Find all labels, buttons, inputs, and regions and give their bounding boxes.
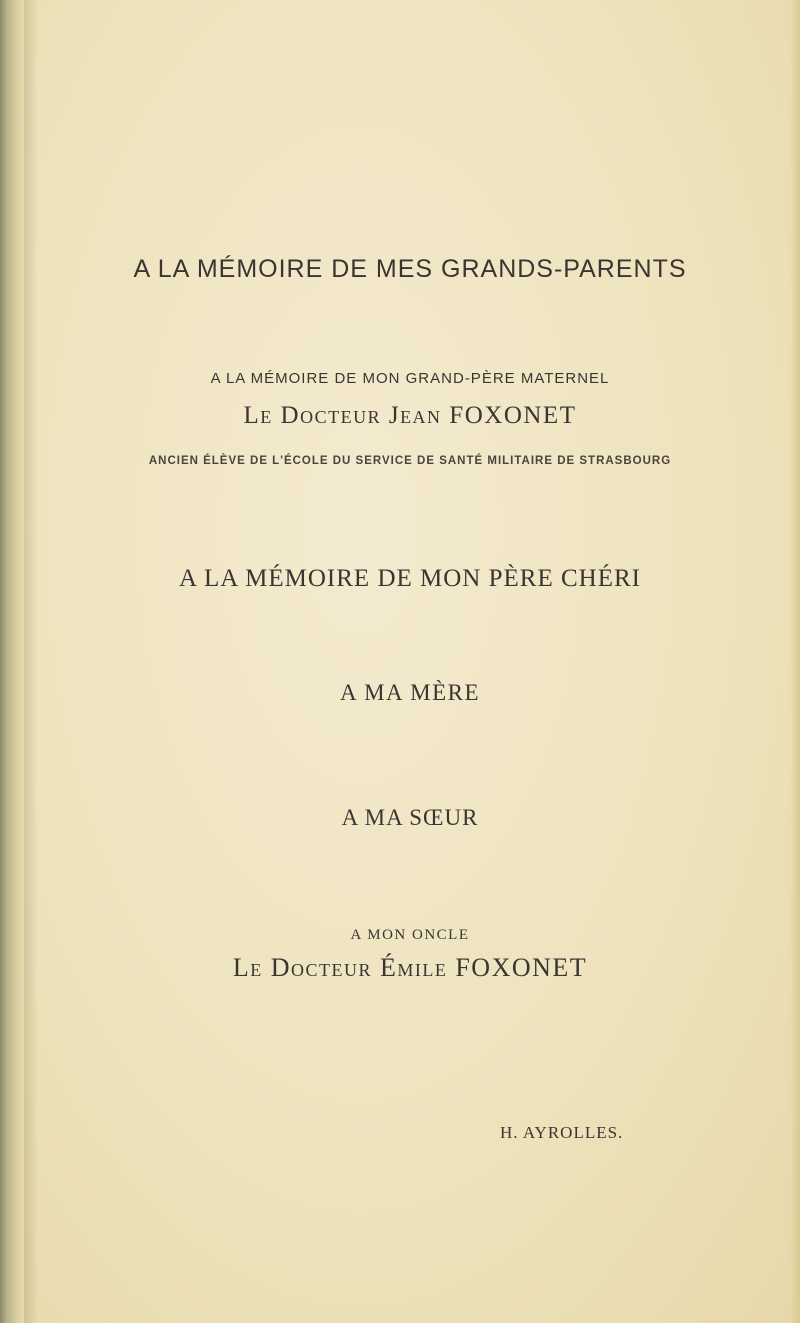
book-spine-shadow <box>0 0 24 1323</box>
grandfather-title: ANCIEN ÉLÈVE DE L'ÉCOLE DU SERVICE DE SANTÉ MILITAIRE DE STRASBOURG <box>148 455 672 467</box>
dedication-uncle-intro: A MON ONCLE <box>350 927 470 943</box>
dedication-mother: A MA MÈRE <box>339 680 481 705</box>
gutter-shadow <box>24 0 38 1323</box>
dedication-grandparents: A LA MÉMOIRE DE MES GRANDS-PARENTS <box>133 255 687 283</box>
page-edge-tint <box>790 0 800 1323</box>
dedication-grandfather-intro: A LA MÉMOIRE DE MON GRAND-PÈRE MATERNEL <box>210 370 610 387</box>
grandfather-name: Le Docteur Jean FOXONET <box>243 402 577 429</box>
publisher-stamp: H. AYROLLES. <box>500 1123 624 1142</box>
dedication-father: A LA MÉMOIRE DE MON PÈRE CHÉRI <box>179 565 641 592</box>
dedication-sister: A MA SŒUR <box>341 805 479 830</box>
uncle-name: Le Docteur Émile FOXONET <box>232 953 588 982</box>
